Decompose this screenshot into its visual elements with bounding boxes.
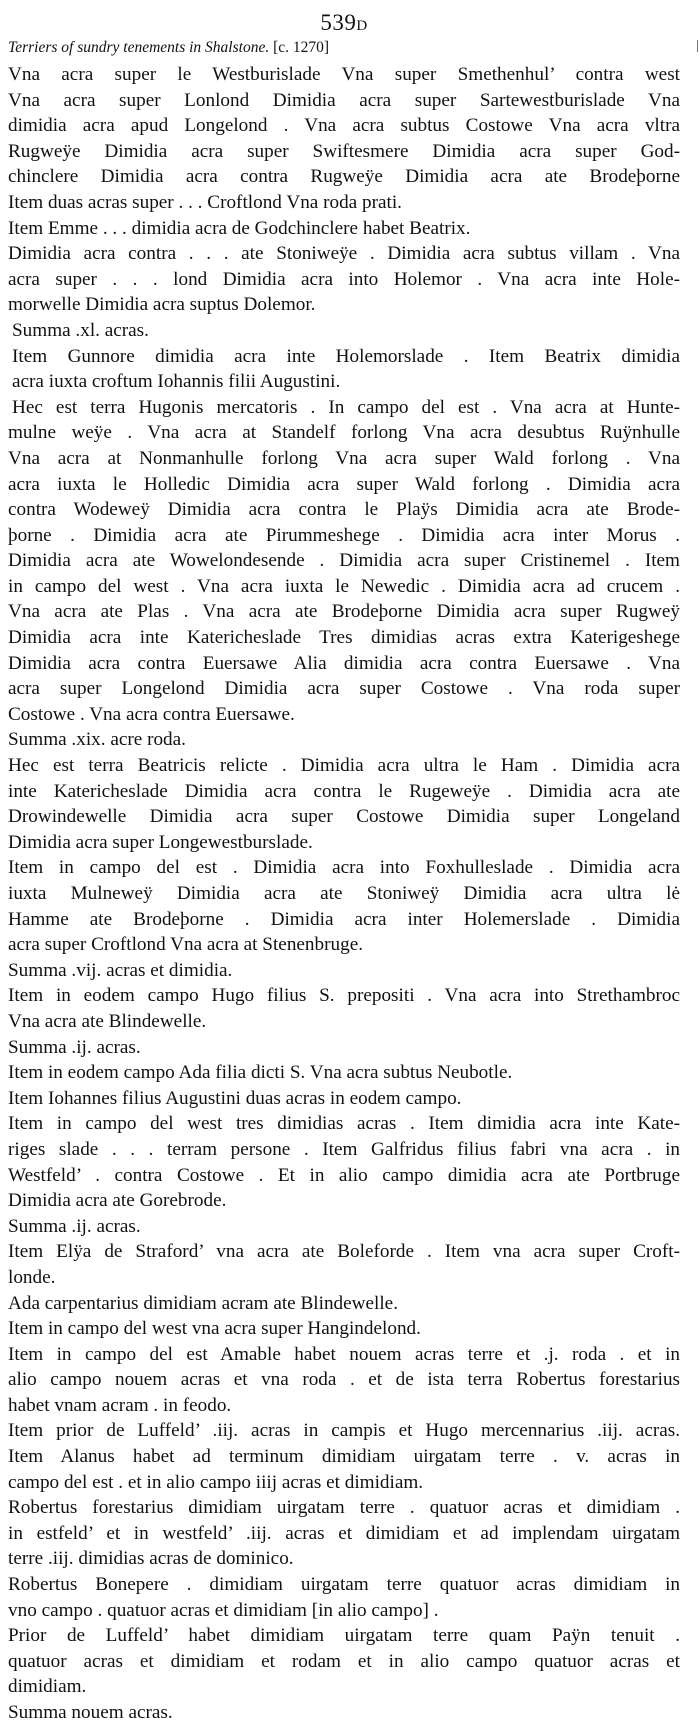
- text-line: dimidiam.: [8, 1676, 87, 1698]
- text-line: Hec est terra Beatricis relicte . Dimidia acra ultra le Ham . Dimidia acra: [8, 755, 680, 777]
- text-line: Hamme ate Brodeþorne . Dimidia acra inter Holemerslade . Dimidia: [8, 908, 680, 930]
- running-title: Terriers of sundry tenements in Shalstone.: [8, 39, 270, 56]
- text-line: Item Alanus habet ad terminum dimidiam uirgatam terre . v. acras in: [8, 1446, 680, 1468]
- text-line: mulne weÿe . Vna acra at Standelf forlong Vna acra desubtus Ruÿnhulle: [8, 422, 680, 444]
- text-line: Hec est terra Hugonis mercatoris . In campo del est . Vna acra at Hunte-: [12, 396, 680, 418]
- text-line: Summa .ij. acras.: [8, 1215, 141, 1237]
- text-line: acra super . . . lond Dimidia acra into Holemor . Vna acra inte Hole-: [8, 268, 680, 290]
- text-line: Robertus forestarius dimidiam uirgatam terre . quatuor acras et dimidiam .: [8, 1497, 680, 1519]
- margin-mark: [697, 40, 698, 52]
- running-date: [c. 1270]: [273, 39, 330, 56]
- text-line: Dimidia acra inte Katericheslade Tres dimidias acras extra Katerigeshege: [8, 627, 680, 649]
- text-line: vno campo . quatuor acras et dimidiam [in alio campo] .: [8, 1599, 439, 1621]
- text-line: Robertus Bonepere . dimidiam uirgatam terre quatuor acras dimidiam in: [8, 1574, 680, 1596]
- text-line: quatuor acras et dimidiam et rodam et in alio campo quatuor acras et: [8, 1650, 680, 1672]
- text-line: Drowindewelle Dimidia acra super Costowe Dimidia super Longeland: [8, 806, 680, 828]
- text-line: Item Emme . . . dimidia acra de Godchinclere habet Beatrix.: [8, 217, 471, 239]
- text-line: Item in campo del west tres dimidias acras . Item dimidia acra inte Kate-: [8, 1113, 680, 1135]
- text-line: Vna acra ate Plas . Vna acra ate Brodeþorne Dimidia acra super Rugweÿ: [8, 601, 680, 623]
- text-line: Rugweÿe Dimidia acra super Swiftesmere Dimidia acra super God-: [8, 140, 680, 162]
- text-line: Vna acra ate Blindewelle.: [8, 1010, 207, 1032]
- text-line: Summa .xix. acre roda.: [8, 729, 186, 751]
- text-line: þorne . Dimidia acra ate Pirummeshege . Dimidia acra inter Morus .: [8, 524, 680, 546]
- text-line: Summa .vij. acras et dimidia.: [8, 959, 233, 981]
- text-line: campo del est . et in alio campo iiij acras et dimidiam.: [8, 1471, 424, 1493]
- text-line: Item Iohannes filius Augustini duas acras in eodem campo.: [8, 1087, 462, 1109]
- text-line: terre .iij. dimidias acras de dominico.: [8, 1548, 294, 1570]
- text-line: alio campo nouem acras et vna roda . et de ista terra Robertus forestarius: [8, 1369, 680, 1391]
- text-line: acra iuxta croftum Iohannis filii Augustini.: [12, 371, 341, 393]
- text-line: chinclere Dimidia acra contra Rugweÿe Dimidia acra ate Brodeþorne: [8, 166, 680, 188]
- text-line: in estfeld’ et in westfeld’ .iij. acras et dimidiam et ad implendam uirgatam: [8, 1522, 680, 1544]
- text-line: acra super Longelond Dimidia acra super Costowe . Vna roda super: [8, 678, 680, 700]
- text-line: Ada carpentarius dimidiam acram ate Blindewelle.: [8, 1292, 398, 1314]
- text-line: Item Elÿa de Straford’ vna acra ate Boleforde . Item vna acra super Croft-: [8, 1241, 680, 1263]
- text-line: londe.: [8, 1266, 56, 1288]
- text-line: Vna acra super Lonlond Dimidia acra super Sartewestburislade Vna: [8, 89, 680, 111]
- text-line: acra super Croftlond Vna acra at Stenenbruge.: [8, 934, 364, 956]
- text-line: Vna acra at Nonmanhulle forlong Vna acra super Wald forlong . Vna: [8, 447, 680, 469]
- text-line: Westfeld’ . contra Costowe . Et in alio campo dimidia acra ate Portbruge: [8, 1164, 680, 1186]
- text-line: acra iuxta le Holledic Dimidia acra super Wald forlong . Dimidia acra: [8, 473, 680, 495]
- text-line: Item in eodem campo Hugo filius S. prepositi . Vna acra into Strethambroc: [8, 985, 680, 1007]
- text-line: Item duas acras super . . . Croftlond Vna roda prati.: [8, 191, 402, 213]
- body-text: [8, 62, 680, 1726]
- text-line: Item prior de Luffeld’ .iij. acras in campis et Hugo mercennarius .iij. acras.: [8, 1420, 680, 1442]
- page-number-value: 539: [320, 10, 357, 35]
- text-line: Dimidia acra ate Wowelondesende . Dimidia acra super Cristinemel . Item: [8, 550, 680, 572]
- text-line: Costowe . Vna acra contra Euersawe.: [8, 703, 295, 725]
- text-line: inte Katericheslade Dimidia acra contra le Rugeweÿe . Dimidia acra ate: [8, 780, 680, 802]
- text-line: contra Wodeweÿ Dimidia acra contra le Plaÿs Dimidia acra ate Brode-: [8, 499, 680, 521]
- text-line: in campo del west . Vna acra iuxta le Newedic . Dimidia acra ad crucem .: [8, 575, 680, 597]
- text-line: Item in campo del est Amable habet nouem acras terre et .j. roda . et in: [8, 1343, 680, 1365]
- text-line: Prior de Luffeld’ habet dimidiam uirgatam terre quam Paÿn tenuit .: [8, 1625, 680, 1647]
- page-number: [8, 0, 680, 36]
- text-line: Item in eodem campo Ada filia dicti S. Vna acra subtus Neubotle.: [8, 1062, 513, 1084]
- text-line: habet vnam acram . in feodo.: [8, 1394, 232, 1416]
- text-line: Dimidia acra super Longewestburslade.: [8, 831, 313, 853]
- text-line: Item in campo del est . Dimidia acra into Foxhulleslade . Dimidia acra: [8, 857, 680, 879]
- text-line: morwelle Dimidia acra suptus Dolemor.: [8, 294, 316, 316]
- text-line: dimidia acra apud Longelond . Vna acra subtus Costowe Vna acra vltra: [8, 115, 680, 137]
- text-line: Dimidia acra contra . . . ate Stoniweÿe . Dimidia acra subtus villam . Vna: [8, 243, 680, 265]
- page-number-suffix: D: [356, 18, 368, 34]
- text-line: Vna acra super le Westburislade Vna super Smethenhul’ contra west: [8, 64, 680, 85]
- running-head: [8, 36, 680, 62]
- text-line: Dimidia acra ate Gorebrode.: [8, 1190, 227, 1212]
- text-line: riges slade . . . terram persone . Item Galfridus filius fabri vna acra . in: [8, 1138, 680, 1160]
- text-line: Dimidia acra contra Euersawe Alia dimidia acra contra Euersawe . Vna: [8, 652, 680, 674]
- text-line: Item Gunnore dimidia acra inte Holemorslade . Item Beatrix dimidia: [12, 345, 680, 367]
- text-line: Summa nouem acras.: [8, 1702, 173, 1723]
- text-line: Summa .ij. acras.: [8, 1036, 141, 1058]
- text-line: iuxta Mulneweÿ Dimidia acra ate Stoniweÿ Dimidia acra ultra lė: [8, 883, 680, 904]
- text-line: Item in campo del west vna acra super Hangindelond.: [8, 1318, 421, 1340]
- text-line: Summa .xl. acras.: [12, 319, 149, 341]
